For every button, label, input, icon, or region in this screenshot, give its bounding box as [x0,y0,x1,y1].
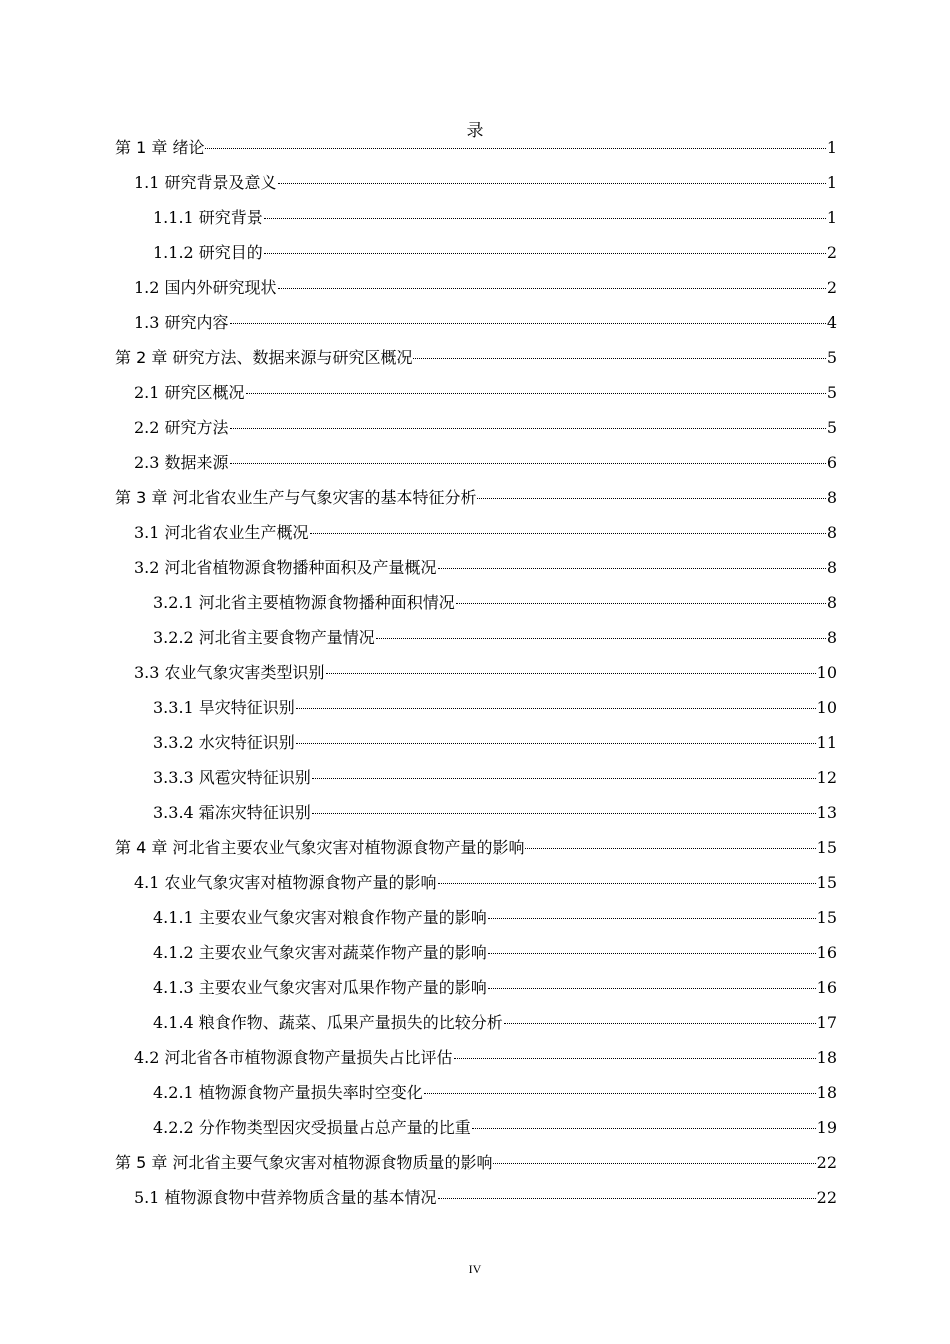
toc-leader-dots [472,1128,816,1129]
toc-entry[interactable] [153,586,837,620]
toc-entry-label: 1.1.2 研究目的 [153,243,263,262]
toc-entry-page: 15 [816,838,837,857]
toc-leader-dots [376,638,826,639]
toc-leader-dots [438,883,816,884]
toc-entry-label: 3.3 农业气象灾害类型识别 [134,663,325,682]
toc-entry[interactable] [153,796,837,830]
toc-leader-dots [296,708,816,709]
toc-entry-page: 17 [816,1013,837,1032]
toc-entry-page: 19 [816,1118,837,1137]
toc-entry-label: 4.2.2 分作物类型因灾受损量占总产量的比重 [153,1118,471,1137]
toc-entry-page: 16 [816,943,837,962]
toc-entry[interactable] [134,1181,837,1215]
toc-entry-page: 8 [826,558,837,577]
toc-entry[interactable] [134,446,837,480]
toc-entry-page: 1 [826,173,837,192]
toc-leader-dots [488,988,816,989]
toc-entry-label: 3.3.3 风雹灾特征识别 [153,768,311,787]
toc-entry-page: 8 [826,488,837,507]
toc-entry-page: 18 [816,1083,837,1102]
toc-entry-page: 4 [826,313,837,332]
toc-entry-page: 15 [816,873,837,892]
toc-entry[interactable] [153,726,837,760]
toc-leader-dots [230,463,826,464]
toc-leader-dots [310,533,826,534]
toc-entry-label: 3.3.1 旱灾特征识别 [153,698,295,717]
toc-entry[interactable] [134,656,837,690]
toc-entry-page: 1 [826,138,837,157]
toc-leader-dots [205,148,825,149]
toc-leader-dots [230,323,826,324]
toc-entry-page: 5 [826,348,837,367]
toc-leader-dots [438,568,826,569]
toc-entry-label: 第 1 章 绪论 [115,138,205,157]
toc-leader-dots [326,673,816,674]
toc-entry-page: 18 [816,1048,837,1067]
toc-leader-dots [477,498,825,499]
toc-entry-page: 8 [826,523,837,542]
toc-entry[interactable] [115,481,837,515]
toc-entry[interactable] [134,866,837,900]
toc-entry-label: 3.2.1 河北省主要植物源食物播种面积情况 [153,593,455,612]
toc-entry[interactable] [134,1041,837,1075]
toc-entry-label: 2.3 数据来源 [134,453,229,472]
toc-leader-dots [525,848,815,849]
toc-leader-dots [488,918,816,919]
toc-leader-dots [413,358,825,359]
toc-entry-page: 8 [826,628,837,647]
toc-entry-page: 22 [816,1188,837,1207]
toc-entry-page: 2 [826,243,837,262]
toc-entry-page: 2 [826,278,837,297]
toc-entry-page: 15 [816,908,837,927]
toc-entry-page: 1 [826,208,837,227]
toc-leader-dots [312,813,816,814]
toc-entry[interactable] [134,271,837,305]
toc-leader-dots [438,1198,816,1199]
toc-leader-dots [493,1163,815,1164]
toc-entry-label: 3.2.2 河北省主要食物产量情况 [153,628,375,647]
toc-entry-page: 13 [816,803,837,822]
toc-entry[interactable] [153,761,837,795]
toc-entry-label: 3.2 河北省植物源食物播种面积及产量概况 [134,558,437,577]
toc-leader-dots [312,778,816,779]
toc-leader-dots [278,288,826,289]
toc-entry[interactable] [153,201,837,235]
toc-entry-page: 6 [826,453,837,472]
toc-leader-dots [278,183,826,184]
toc-leader-dots [424,1093,816,1094]
toc-leader-dots [296,743,816,744]
toc-entry-label: 2.1 研究区概况 [134,383,245,402]
toc-entry[interactable] [134,306,837,340]
toc-entry[interactable] [153,1006,837,1040]
toc-entry-label: 4.1.4 粮食作物、蔬菜、瓜果产量损失的比较分析 [153,1013,503,1032]
toc-entry-label: 3.3.2 水灾特征识别 [153,733,295,752]
toc-entry-page: 10 [816,698,837,717]
toc-entry-label: 第 5 章 河北省主要气象灾害对植物源食物质量的影响 [115,1153,493,1172]
toc-entry-label: 1.3 研究内容 [134,313,229,332]
toc-entry[interactable] [134,551,837,585]
toc-leader-dots [488,953,816,954]
toc-entry[interactable] [134,376,837,410]
toc-entry[interactable] [153,1076,837,1110]
toc-entry-label: 4.1.2 主要农业气象灾害对蔬菜作物产量的影响 [153,943,487,962]
toc-entry-label: 1.1.1 研究背景 [153,208,263,227]
toc-entry-label: 4.1.1 主要农业气象灾害对粮食作物产量的影响 [153,908,487,927]
toc-leader-dots [246,393,826,394]
toc-entry-label: 1.2 国内外研究现状 [134,278,277,297]
toc-entry-label: 第 2 章 研究方法、数据来源与研究区概况 [115,348,413,367]
toc-entry-page: 16 [816,978,837,997]
toc-entry-label: 4.2.1 植物源食物产量损失率时空变化 [153,1083,423,1102]
toc-leader-dots [504,1023,816,1024]
toc-entry[interactable] [153,936,837,970]
toc-entry[interactable] [153,901,837,935]
toc-entry-label: 3.1 河北省农业生产概况 [134,523,309,542]
toc-title: 录 [466,121,484,141]
toc-entry-label: 5.1 植物源食物中营养物质含量的基本情况 [134,1188,437,1207]
toc-entry[interactable] [153,691,837,725]
toc-entry-page: 5 [826,383,837,402]
toc-entry[interactable] [134,411,837,445]
toc-entry-page: 5 [826,418,837,437]
toc-entry[interactable] [153,236,837,270]
toc-entry[interactable] [153,621,837,655]
toc-entry-label: 第 4 章 河北省主要农业气象灾害对植物源食物产量的影响 [115,838,525,857]
toc-leader-dots [264,253,826,254]
toc-entry-page: 8 [826,593,837,612]
toc-leader-dots [264,218,826,219]
toc-entry[interactable] [153,1111,837,1145]
toc-entry[interactable] [134,166,837,200]
toc-entry-label: 4.1.3 主要农业气象灾害对瓜果作物产量的影响 [153,978,487,997]
toc-entry-label: 4.2 河北省各市植物源食物产量损失占比评估 [134,1048,453,1067]
toc-entry-page: 11 [816,733,837,752]
toc-leader-dots [456,603,826,604]
page-number: IV [468,1262,482,1276]
toc-entry-label: 4.1 农业气象灾害对植物源食物产量的影响 [134,873,437,892]
toc-leader-dots [230,428,826,429]
toc-entry-page: 10 [816,663,837,682]
toc-entry[interactable] [134,516,837,550]
toc-entry[interactable] [115,341,837,375]
toc-entry[interactable] [153,971,837,1005]
toc-entry-page: 22 [816,1153,837,1172]
toc-entry-label: 1.1 研究背景及意义 [134,173,277,192]
toc-entry-label: 第 3 章 河北省农业生产与气象灾害的基本特征分析 [115,488,477,507]
toc-entry[interactable] [115,131,837,165]
toc-entry[interactable] [115,831,837,865]
toc-entry-label: 2.2 研究方法 [134,418,229,437]
toc-entry-page: 12 [816,768,837,787]
toc-entry-label: 3.3.4 霜冻灾特征识别 [153,803,311,822]
toc-leader-dots [454,1058,816,1059]
toc-entry[interactable] [115,1146,837,1180]
